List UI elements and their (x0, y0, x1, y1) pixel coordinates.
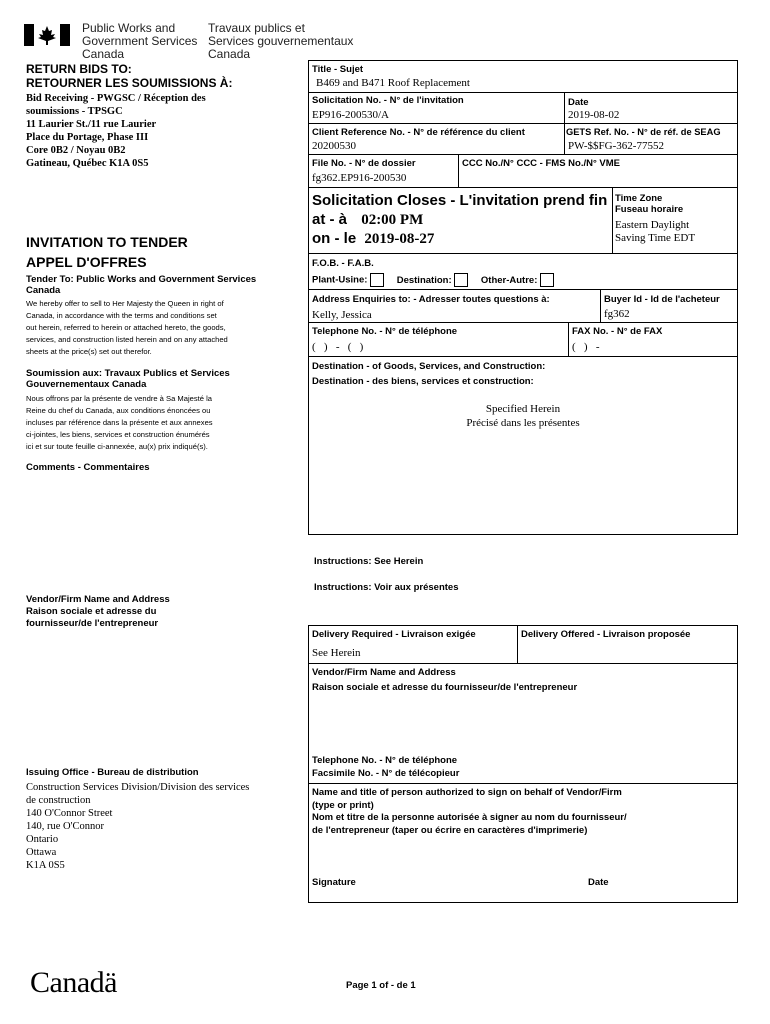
offer-line: ci-jointes, les biens, services et construction énumérés (26, 430, 210, 439)
address-enquiries-value: Kelly, Jessica (312, 309, 372, 321)
plant-checkbox[interactable] (370, 273, 384, 287)
issuing-office-label: Issuing Office - Bureau de distribution (26, 767, 199, 778)
issuing-line: 140, rue O'Connor (26, 821, 105, 832)
address-enquiries-label: Address Enquiries to: - Adresser toutes questions à: (312, 294, 550, 305)
offer-line: Nous offrons par la présente de vendre à Sa Majesté la (26, 394, 213, 403)
date-value: 2019-08-02 (568, 109, 620, 121)
return-bids-en: RETURN BIDS TO: (26, 62, 132, 76)
tz-en: Time Zone (615, 193, 663, 204)
address-line: Bid Receiving - PWGSC / Réception des (26, 93, 206, 104)
vendor-left-line: Raison sociale et adresse du (26, 606, 157, 617)
telephone-label: Telephone No. - N° de téléphone (312, 326, 458, 337)
offer-line: ici et sur toute feuille ci-annexée, au(x) prix indiqué(s). (26, 442, 208, 451)
invitation-title-en: INVITATION TO TENDER (26, 234, 188, 250)
issuing-office-address (26, 781, 276, 872)
vendor-left-label (26, 594, 170, 630)
issuing-line: Construction Services Division/Division des services (26, 782, 250, 793)
return-bids-address (26, 92, 206, 170)
at-time-value: 02:00 PM (361, 212, 424, 228)
authorized-line: Name and title of person authorized to sign on behalf of Vendor/Firm (312, 787, 622, 798)
issuing-line: K1A 0S5 (26, 860, 65, 871)
authorized-line: Nom et titre de la personne autorisée à signer au nom du fournisseur/ (312, 812, 627, 823)
specified-herein: Specified Herein (485, 403, 561, 415)
vendor-telephone-label: Telephone No. - N° de téléphone (312, 755, 458, 766)
destination-goods-en: Destination - of Goods, Services, and Construction: (312, 361, 546, 372)
offer-line: out herein, referred to herein or attached hereto, the goods, (26, 323, 226, 332)
destination-goods-fr: Destination - des biens, services et construction: (312, 376, 534, 387)
solicitation-no-value: EP916-200530/A (312, 109, 389, 121)
signature-label: Signature (312, 877, 356, 888)
destination-label: Destination: (396, 274, 452, 286)
vendor-fax-label: Facsimile No. - N° de télécopieur (312, 768, 460, 779)
canada-wordmark: Canadä (30, 966, 117, 999)
other-checkbox[interactable] (540, 273, 554, 287)
tz-line: Eastern Daylight (615, 219, 690, 231)
client-ref-label: Client Reference No. - N° de référence du client (312, 127, 525, 138)
page-number: Page 1 of - de 1 (346, 980, 416, 991)
offer-line: Canada, in accordance with the terms and conditions set (26, 311, 217, 320)
solicitation-closes-label: Solicitation Closes - L'invitation prend fin (312, 192, 608, 209)
instructions-fr: Instructions: Voir aux présentes (314, 582, 459, 593)
gets-ref-label: GETS Ref. No. - N° de réf. de SEAG (566, 127, 721, 137)
telephone-value: ( ) - ( ) (312, 341, 364, 353)
offer-en (26, 298, 286, 358)
plant-label: Plant-Usine: (312, 274, 368, 286)
dept-en-line: Government Services (82, 34, 198, 48)
gets-ref-value: PW-$$FG-362-77552 (568, 140, 664, 152)
time-zone-value (615, 219, 695, 245)
address-line: 11 Laurier St./11 rue Laurier (26, 119, 157, 130)
offer-line: incluses par référence dans la présente et aux annexes (26, 418, 213, 427)
closes-on (312, 230, 434, 248)
issuing-line: Ottawa (26, 847, 57, 858)
client-ref-value: 20200530 (312, 140, 356, 152)
vendor-address-label: Raison sociale et adresse du fournisseur/de l'entrepreneur (312, 682, 578, 693)
title-value: B469 and B471 Roof Replacement (316, 77, 470, 89)
destination-checkbox[interactable] (454, 273, 468, 287)
solicitation-no-label: Solicitation No. - N° de l'invitation (312, 95, 464, 106)
on-date-value: 2019-08-27 (364, 231, 435, 247)
fob-label: F.O.B. - F.A.B. (312, 258, 374, 269)
dept-en-line: Canada (82, 47, 125, 61)
soumission-aux: Soumission aux: Travaux Publics et Services Gouvernementaux Canada (26, 368, 230, 390)
date-label: Date (568, 97, 589, 108)
instructions-en: Instructions: See Herein (314, 556, 424, 567)
fob-options (312, 273, 554, 287)
vendor-left-line: fournisseur/de l'entrepreneur (26, 618, 159, 629)
precise-presentes: Précisé dans les présentes (466, 417, 580, 429)
offer-line: We hereby offer to sell to Her Majesty the Queen in right of (26, 299, 224, 308)
file-no-label: File No. - N° de dossier (312, 158, 416, 169)
address-line: Place du Portage, Phase III (26, 132, 149, 143)
offer-line: Reine du chef du Canada, aux conditions énoncées ou (26, 406, 211, 415)
signature-date-label: Date (588, 877, 609, 888)
fax-value: ( ) - (572, 341, 600, 353)
buyer-id-value: fg362 (604, 308, 630, 320)
invitation-title (26, 232, 188, 272)
on-label: on - le (312, 230, 357, 247)
department-name-fr (208, 22, 353, 61)
offer-line: services, and construction listed herein and on any attached (26, 335, 228, 344)
tz-fr: Fuseau horaire (615, 204, 684, 215)
vendor-name-label: Vendor/Firm Name and Address (312, 667, 456, 678)
issuing-line: de construction (26, 795, 91, 806)
title-label: Title - Sujet (312, 64, 364, 75)
delivery-required-value: See Herein (312, 647, 361, 659)
authorized-person-label (312, 787, 732, 837)
dept-fr-line: Travaux publics et (208, 21, 305, 35)
dept-fr-line: Canada (208, 47, 251, 61)
dept-en-line: Public Works and (82, 21, 176, 35)
delivery-required-label: Delivery Required - Livraison exigée (312, 629, 476, 640)
time-zone-label (615, 193, 683, 215)
department-name-en (82, 22, 197, 61)
return-bids-fr: RETOURNER LES SOUMISSIONS À: (26, 76, 233, 90)
address-line: soumissions - TPSGC (26, 106, 123, 117)
issuing-line: 140 O'Connor Street (26, 808, 113, 819)
buyer-id-label: Buyer Id - Id de l'acheteur (604, 294, 720, 305)
comments-label: Comments - Commentaires (26, 462, 150, 473)
offer-line: sheets at the price(s) set out therefor. (26, 347, 152, 356)
address-line: Core 0B2 / Noyau 0B2 (26, 145, 126, 156)
issuing-line: Ontario (26, 834, 59, 845)
file-no-value: fg362.EP916-200530 (312, 172, 407, 184)
vendor-left-line: Vendor/Firm Name and Address (26, 594, 170, 605)
address-line: Gatineau, Québec K1A 0S5 (26, 158, 149, 169)
at-label: at - à (312, 211, 348, 228)
tz-line: Saving Time EDT (615, 232, 696, 244)
closes-at (312, 211, 423, 229)
fax-label: FAX No. - N° de FAX (572, 326, 663, 337)
canada-flag-icon (24, 24, 70, 46)
authorized-line: de l'entrepreneur (taper ou écrire en caractères d'imprimerie) (312, 824, 588, 836)
invitation-title-fr: APPEL D'OFFRES (26, 254, 147, 270)
tender-to: Tender To: Public Works and Government Services Canada (26, 274, 257, 296)
delivery-offered-label: Delivery Offered - Livraison proposée (521, 629, 691, 640)
return-bids-title (26, 62, 232, 90)
dept-fr-line: Services gouvernementaux (208, 34, 354, 48)
ccc-no-label: CCC No./N° CCC - FMS No./N° VME (462, 158, 621, 169)
offer-fr (26, 393, 286, 453)
other-label: Other-Autre: (480, 274, 538, 286)
authorized-line: (type or print) (312, 799, 374, 811)
